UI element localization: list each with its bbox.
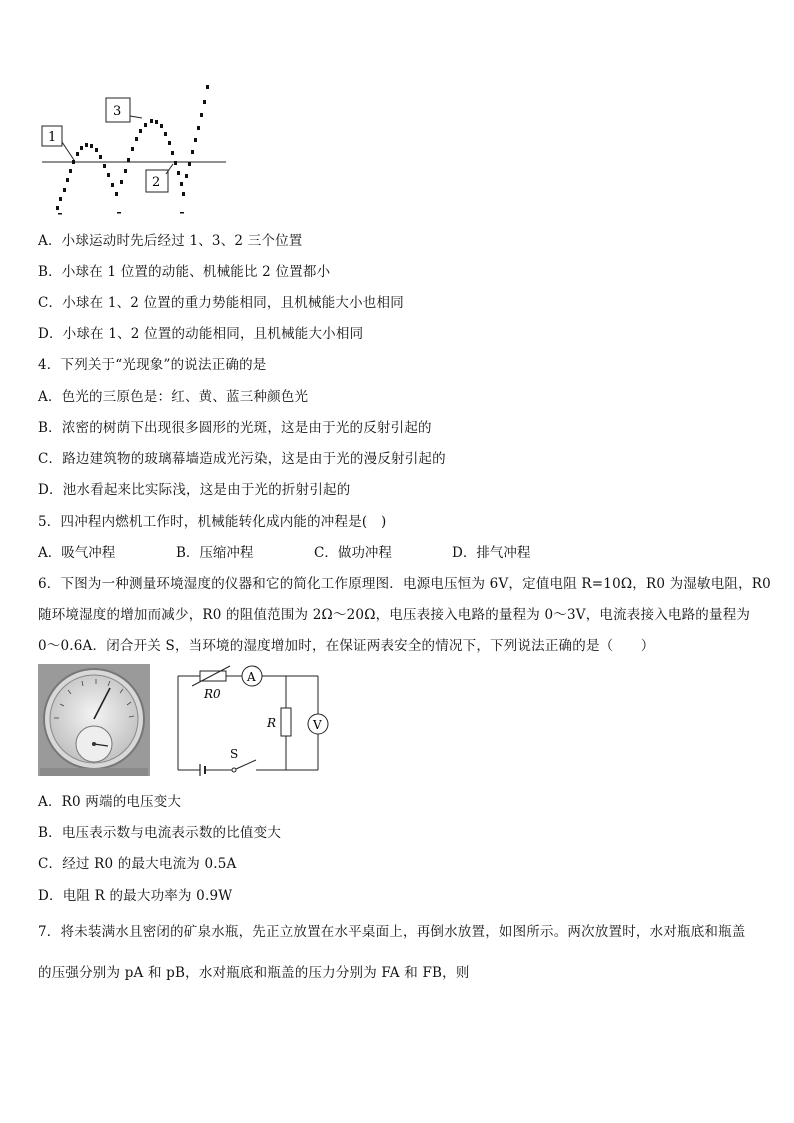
q4-option-d: D．池水看起来比实际浅，这是由于光的折射引起的 bbox=[38, 482, 351, 498]
q3-option-c: C．小球在 1、2 位置的重力势能相同，且机械能大小也相同 bbox=[38, 295, 404, 311]
q4-option-a: A．色光的三原色是：红、黄、蓝三种颜色光 bbox=[38, 389, 309, 405]
q6-option-d: D．电阻 R 的最大功率为 0.9W bbox=[38, 888, 233, 904]
voltmeter-label: V bbox=[313, 718, 322, 732]
q3-option-d: D．小球在 1、2 位置的动能相同，且机械能大小相同 bbox=[38, 326, 364, 342]
position-label-1: 1 bbox=[48, 130, 57, 145]
q5-options bbox=[38, 541, 530, 561]
ammeter-label: A bbox=[247, 670, 256, 684]
q4-stem: 4．下列关于“光现象”的说法正确的是 bbox=[38, 357, 267, 373]
q7-line-2: 的压强分别为 pA 和 pB，水对瓶底和瓶盖的压力分别为 FA 和 FB，则 bbox=[38, 965, 470, 981]
trajectory-dots bbox=[56, 85, 209, 215]
position-label-3: 3 bbox=[113, 104, 122, 119]
q7-line-1: 7．将未装满水且密闭的矿泉水瓶，先正立放置在水平桌面上，再倒水放置，如图所示。两次放置时，水对瓶底和瓶盖 bbox=[38, 924, 746, 940]
q6-stem-line-2: 随环境湿度的增加而减少，R0 的阻值范围为 2Ω～20Ω，电压表接入电路的量程为 0～3V，电流表接入电路的量程为 bbox=[38, 607, 751, 623]
q5-option-c: C．做功冲程 bbox=[314, 545, 392, 561]
r-label: R bbox=[267, 716, 277, 730]
q6-option-c: C．经过 R0 的最大电流为 0.5A bbox=[38, 856, 237, 872]
circuit-diagram bbox=[170, 664, 330, 778]
q6-stem-line-3: 0～0.6A．闭合开关 S，当环境的湿度增加时，在保证两表安全的情况下，下列说法正确的是（ ） bbox=[38, 638, 655, 654]
q3-option-b: B．小球在 1 位置的动能、机械能比 2 位置都小 bbox=[38, 264, 331, 280]
q5-option-a: A．吸气冲程 bbox=[38, 545, 116, 561]
q5-option-b: B．压缩冲程 bbox=[176, 545, 254, 561]
hygrometer-image bbox=[38, 664, 150, 776]
q6-option-b: B．电压表示数与电流表示数的比值变大 bbox=[38, 825, 282, 841]
q4-option-c: C．路边建筑物的玻璃幕墙造成光污染，这是由于光的漫反射引起的 bbox=[38, 451, 446, 467]
q3-option-a: A．小球运动时先后经过 1、3、2 三个位置 bbox=[38, 233, 303, 249]
q4-option-b: B．浓密的树荫下出现很多圆形的光斑，这是由于光的反射引起的 bbox=[38, 420, 432, 436]
position-label-2: 2 bbox=[152, 175, 161, 190]
r0-label: R0 bbox=[204, 687, 221, 701]
ball-trajectory-figure bbox=[36, 78, 236, 220]
q6-stem-line-1: 6．下图为一种测量环境湿度的仪器和它的简化工作原理图．电源电压恒为 6V，定值电阻 R=10Ω，R0 为湿敏电阻，R0 bbox=[38, 576, 771, 592]
q5-option-d: D．排气冲程 bbox=[452, 545, 531, 561]
q6-option-a: A．R0 两端的电压变大 bbox=[38, 794, 182, 810]
q5-stem: 5．四冲程内燃机工作时，机械能转化成内能的冲程是( ) bbox=[38, 514, 387, 530]
switch-label: S bbox=[230, 747, 239, 761]
resistor-r bbox=[281, 708, 291, 736]
